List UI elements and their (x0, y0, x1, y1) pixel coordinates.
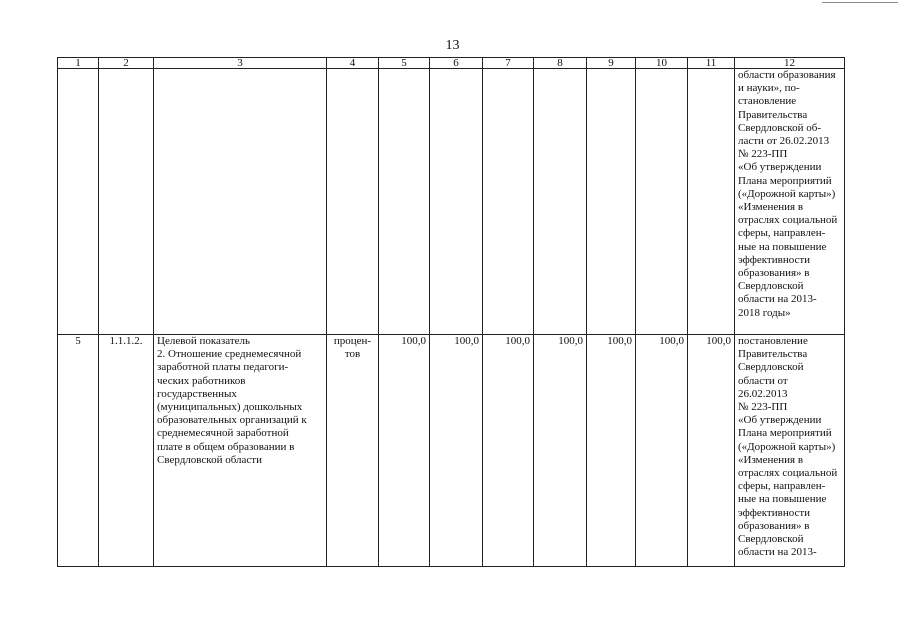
text-line: плате в общем образовании в (157, 440, 295, 453)
value-cell: 100,0 (483, 335, 534, 567)
text-line: области от (738, 374, 788, 387)
text-line: ческих работников (157, 374, 246, 387)
header-cell: 10 (636, 58, 688, 69)
text-line: ласти от 26.02.2013 (738, 135, 830, 148)
value-cell: 100,0 (379, 335, 430, 567)
header-cell: 11 (688, 58, 735, 69)
text-line: («Дорожной карты») (738, 187, 836, 200)
value-cell (430, 69, 483, 335)
indicator-cell (154, 335, 327, 567)
top-rule (822, 2, 898, 3)
text-line: Свердловской (738, 533, 804, 546)
text-line: (муниципальных) дошкольных (157, 401, 303, 414)
header-cell: 9 (587, 58, 636, 69)
text-line: Свердловской (738, 361, 804, 374)
text-line: Свердловской (738, 280, 804, 293)
text-line: среднемесячной заработной (157, 427, 289, 440)
text-line: сферы, направлен- (738, 227, 826, 240)
value-cell: 100,0 (636, 335, 688, 567)
text-line: № 223-ПП (738, 401, 788, 414)
text-line: образования» в (738, 519, 810, 532)
text-line: Свердловской области (157, 453, 262, 466)
text-line: области на 2013- (738, 546, 817, 559)
header-cell: 2 (99, 58, 154, 69)
text-line: заработной платы педагоги- (157, 361, 289, 374)
text-line: 2. Отношение среднемесячной (157, 348, 302, 361)
text-line: отраслях социальной (738, 214, 838, 227)
data-table (57, 57, 845, 567)
unit-cell (327, 335, 379, 567)
header-cell: 1 (58, 58, 99, 69)
text-line: Правительства (738, 348, 808, 361)
header-cell: 8 (534, 58, 587, 69)
header-row (58, 58, 845, 69)
text-line: «Об утверждении (738, 161, 822, 174)
text-line: Правительства (738, 108, 808, 121)
text-line: 2018 годы» (738, 306, 791, 319)
text-line: № 223-ПП (738, 148, 788, 161)
text-line: области на 2013- (738, 293, 817, 306)
text-line: становление (738, 95, 797, 108)
value-cell (379, 69, 430, 335)
value-cell (636, 69, 688, 335)
text-line: 26.02.2013 (738, 387, 788, 400)
code-cell: 1.1.1.2. (99, 335, 154, 567)
text-line: области образования (738, 69, 836, 81)
text-line: образования» в (738, 267, 810, 280)
text-line: «Изменения в (738, 453, 804, 466)
text-line: и науки», по- (738, 82, 800, 95)
table-row (58, 335, 845, 567)
unit-cell (327, 69, 379, 335)
table-row (58, 69, 845, 335)
value-cell (587, 69, 636, 335)
text-line: Плана мероприятий (738, 427, 832, 440)
value-cell: 100,0 (688, 335, 735, 567)
header-cell: 6 (430, 58, 483, 69)
header-cell: 7 (483, 58, 534, 69)
text-line: «Изменения в (738, 201, 804, 214)
header-cell: 12 (735, 58, 845, 69)
text-line: эффективности (738, 506, 811, 519)
code-cell (99, 69, 154, 335)
header-cell: 3 (154, 58, 327, 69)
row-number-cell (58, 69, 99, 335)
page-number: 13 (445, 38, 460, 53)
source-cell (735, 335, 845, 567)
text-line: эффективности (738, 253, 811, 266)
text-line: «Об утверждении (738, 414, 822, 427)
row-number-cell: 5 (58, 335, 99, 567)
value-cell: 100,0 (430, 335, 483, 567)
text-line: ные на повышение (738, 240, 827, 253)
value-cell (534, 69, 587, 335)
header-cell: 5 (379, 58, 430, 69)
text-line: ные на повышение (738, 493, 827, 506)
text-line: Целевой показатель (157, 335, 251, 347)
text-line: процен- (333, 335, 372, 347)
indicator-cell (154, 69, 327, 335)
text-line: тов (344, 348, 361, 361)
source-cell (735, 69, 845, 335)
text-line: образовательных организаций к (157, 414, 307, 427)
text-line: государственных (157, 387, 237, 400)
value-cell: 100,0 (534, 335, 587, 567)
header-cell: 4 (327, 58, 379, 69)
value-cell (688, 69, 735, 335)
text-line: Плана мероприятий (738, 174, 832, 187)
value-cell (483, 69, 534, 335)
text-line: отраслях социальной (738, 467, 838, 480)
text-line: постановление (738, 335, 808, 347)
text-line: Свердловской об- (738, 121, 821, 134)
value-cell: 100,0 (587, 335, 636, 567)
text-line: («Дорожной карты») (738, 440, 836, 453)
text-line: сферы, направлен- (738, 480, 826, 493)
